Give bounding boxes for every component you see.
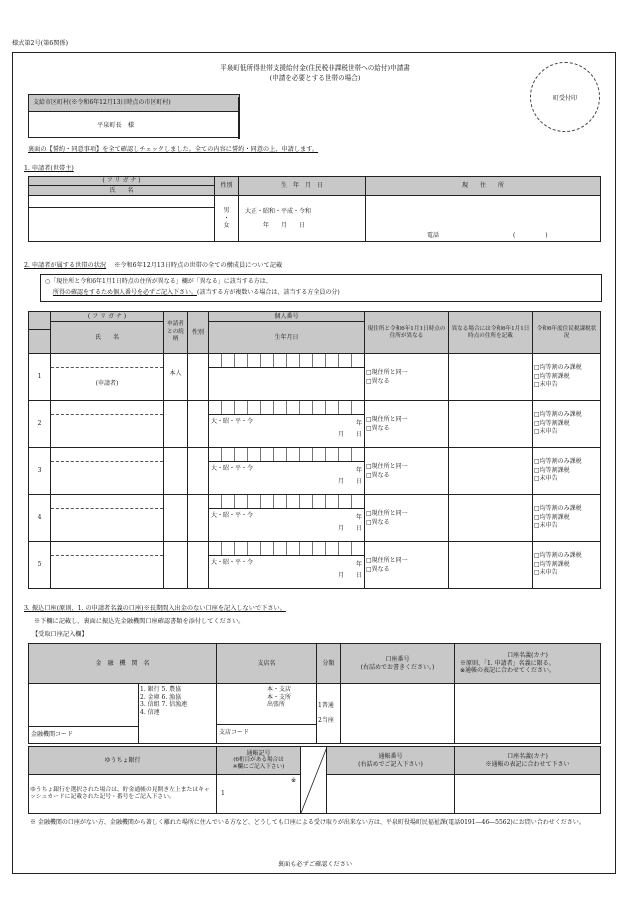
section1-heading: 1. 申請者(世帯主) xyxy=(24,165,74,172)
household-row-number: 2 xyxy=(29,401,51,448)
yucho-holder-header xyxy=(455,747,601,775)
account-number-field[interactable] xyxy=(341,684,455,744)
branch-type-options: 本・支店 本・支所 出張所 xyxy=(267,686,292,708)
addr-same-checkbox[interactable]: □現住所と同一 xyxy=(366,556,408,564)
addr-diff-checkbox[interactable]: □異なる xyxy=(366,519,390,526)
household-relation-field[interactable] xyxy=(164,401,188,448)
applicant-phone-label: 電話 xyxy=(427,231,440,239)
yucho-slash-cell xyxy=(301,747,327,814)
household-rows-table xyxy=(28,353,601,589)
addr-diff-checkbox[interactable]: □異なる xyxy=(366,566,390,573)
household-table xyxy=(28,311,601,354)
yucho-symbol-one: 1 xyxy=(221,790,225,798)
tax-status-checkbox[interactable]: □均等割課税 xyxy=(534,513,570,521)
yucho-table xyxy=(28,746,601,814)
holder-header xyxy=(455,644,601,684)
yucho-symbol-title: 通帳記号 xyxy=(246,749,271,757)
reception-stamp-label: 町受付印 xyxy=(552,95,577,102)
household-era-options: 大・昭・平・令 xyxy=(211,418,254,425)
account-type-options[interactable]: 1普通 2当座 xyxy=(317,684,341,744)
household-addr-diff-field[interactable] xyxy=(449,495,533,542)
form-title: 平泉町低所得世帯支援給付金(住民税非課税世帯への給付)申請書 xyxy=(220,64,410,72)
section3-note: ※下欄に記載し、裏面に振込先金融機関口座確認書類を添付してください。 xyxy=(34,618,245,625)
household-relation-field[interactable] xyxy=(164,448,188,495)
mynumber-digit-boxes xyxy=(209,542,364,556)
form-number: 様式第2号(第6関係) xyxy=(12,40,69,47)
yucho-symbol-header xyxy=(217,747,301,775)
household-birth-field[interactable] xyxy=(209,401,365,448)
tax-status-checkbox[interactable]: □未申告 xyxy=(534,522,558,530)
section3-heading: 3. 振込口座(原則、1. の申請者名義の口座)※長期間入出金のない口座を記入しないで下さい。 xyxy=(24,605,286,612)
household-addr-same-field[interactable] xyxy=(365,401,449,448)
tax-status-checkbox[interactable]: □均等割のみ課税 xyxy=(534,457,582,465)
tax-status-checkbox[interactable]: □均等割課税 xyxy=(534,419,570,427)
tax-status-checkbox[interactable]: □均等割課税 xyxy=(534,560,570,568)
household-addr-same-field[interactable] xyxy=(365,448,449,495)
yucho-number-header xyxy=(327,747,455,775)
bank-table xyxy=(28,643,601,744)
tax-status-checkbox[interactable]: □均等割のみ課税 xyxy=(534,551,582,559)
applicant-era-options: 大正・昭和・平成・令和 xyxy=(245,208,312,215)
household-name-field[interactable] xyxy=(51,448,164,495)
yucho-number-note: (右詰めでご記入下さい) xyxy=(358,760,423,768)
addr-diff-checkbox[interactable]: □異なる xyxy=(366,425,390,432)
household-birth-field[interactable] xyxy=(209,448,365,495)
household-tax-field[interactable] xyxy=(533,542,601,589)
yucho-number-field[interactable] xyxy=(327,775,455,814)
household-mynumber-header: 個人番号 xyxy=(209,312,365,322)
yucho-slash xyxy=(301,747,327,813)
applicant-sex-header: 性別 xyxy=(215,177,239,196)
household-addr-same-header: 現住所と令和6年1月1日時点の住所が異なる xyxy=(365,312,449,354)
tax-status-checkbox[interactable]: □未申告 xyxy=(534,475,558,483)
applicant-name-header: 氏 名 xyxy=(29,186,215,196)
addr-diff-checkbox[interactable]: □異なる xyxy=(366,472,390,479)
household-addr-same-field[interactable] xyxy=(365,495,449,542)
household-addr-diff-field[interactable] xyxy=(449,401,533,448)
household-name-field[interactable] xyxy=(51,354,164,401)
yucho-header: ゆうちょ銀行 xyxy=(29,747,217,775)
household-addr-diff-field[interactable] xyxy=(449,542,533,589)
household-birth-field[interactable] xyxy=(209,495,365,542)
municipality-box xyxy=(28,94,240,138)
applicant-name-field[interactable] xyxy=(29,208,215,242)
household-name-value: (申請者) xyxy=(95,380,119,387)
household-birth-field[interactable] xyxy=(209,542,365,589)
holder-note: ※原則、「1. 申請者」名義に限る。 ※通帳の表記に合わせてください。 xyxy=(460,659,556,675)
applicant-furigana-field[interactable] xyxy=(29,196,215,208)
household-row xyxy=(29,542,601,589)
bank-name-field[interactable] xyxy=(29,684,139,744)
household-tax-header: 令和6年度住民税課税状況 xyxy=(533,312,601,354)
municipality-recipient: 平泉町長 様 xyxy=(97,122,135,129)
addr-same-checkbox[interactable]: □現住所と同一 xyxy=(366,509,408,517)
household-addr-diff-field[interactable] xyxy=(449,448,533,495)
household-era-options: 大・昭・平・令 xyxy=(211,512,254,519)
household-row-number: 3 xyxy=(29,448,51,495)
applicant-birth-field[interactable] xyxy=(239,196,366,242)
household-row-number: 1 xyxy=(29,354,51,401)
household-date-units: 年 月 日 xyxy=(337,420,362,439)
account-number-note: (右詰めでお書きください。) xyxy=(360,663,435,671)
household-addr-diff-header: 異なる場合には令和6年1月1日時点の住所を記載 xyxy=(449,312,533,354)
household-name-header: 氏 名 xyxy=(51,322,164,354)
yucho-number-title: 通帳番号 xyxy=(378,753,403,761)
applicant-address-field[interactable] xyxy=(366,196,601,242)
municipality-box-header: 支給市区町村(※令和6年12月13日時点の市区町村) xyxy=(29,95,239,112)
holder-title: 口座名義(カナ) xyxy=(507,652,548,660)
applicant-furigana-header: ( フ リ ガ ナ ) xyxy=(29,177,215,186)
bank-name-header: 金 融 機 関 名 xyxy=(29,644,217,684)
household-date-units: 年 月 日 xyxy=(337,561,362,580)
account-number-header xyxy=(341,644,455,684)
household-name-field[interactable] xyxy=(51,401,164,448)
tax-status-checkbox[interactable]: □均等割のみ課税 xyxy=(534,363,582,371)
tax-status-checkbox[interactable]: □未申告 xyxy=(534,428,558,436)
notice-line-2-tail: (該当する方が複数いる場合は、該当する方全員の分) xyxy=(197,289,340,296)
branch-header: 支店名 xyxy=(217,644,317,684)
holder-field[interactable] xyxy=(455,684,601,744)
household-sex-header: 性別 xyxy=(188,312,209,354)
household-name-field[interactable] xyxy=(51,542,164,589)
notice-line-2: 所得の確認をするため個人番号を必ずご記入下さい。 xyxy=(53,289,198,296)
household-furigana-header: ( フ リ ガ ナ ) xyxy=(51,312,164,322)
household-birth-field[interactable] xyxy=(209,354,365,401)
mynumber-digit-boxes xyxy=(209,495,364,509)
household-sex-field[interactable] xyxy=(188,542,209,589)
yucho-description: ゆうちょ銀行を選択された場合は、貯金通帳の見開き左上またはキャッシュカードに記載された記号・番号をご記入下さい。 xyxy=(29,775,217,814)
bank-code-label: 金融機関コード xyxy=(29,726,138,743)
branch-code-label: 支店コード xyxy=(217,724,316,740)
account-number-title: 口座番号 xyxy=(385,656,410,663)
household-date-units: 年 月 日 xyxy=(337,514,362,533)
household-addr-same-field[interactable] xyxy=(365,542,449,589)
mynumber-digit-boxes xyxy=(209,354,364,368)
applicant-address-header: 現 住 所 xyxy=(366,177,601,196)
form-subtitle: (申請を必要とする世帯の場合) xyxy=(269,74,361,82)
pledge-text: 裏面の【誓約・同意事項】を全て確認しチェックしました。全ての内容に誓約・同意の上、申請します。 xyxy=(28,146,319,153)
addr-same-checkbox[interactable]: □現住所と同一 xyxy=(366,415,408,423)
bank-type-options[interactable]: 1. 銀行 5. 農協 2. 金庫 6. 漁協 3. 信組 7. 信漁連 4. 信連 xyxy=(139,684,217,744)
addr-same-checkbox[interactable]: □現住所と同一 xyxy=(366,368,408,376)
household-row xyxy=(29,448,601,495)
household-sex-field[interactable] xyxy=(188,354,209,401)
applicant-table xyxy=(28,176,601,242)
account-type-header: 分類 xyxy=(317,644,341,684)
household-relation-field[interactable] xyxy=(164,495,188,542)
yucho-symbol-mark: ※ xyxy=(290,777,296,785)
applicant-sex-field[interactable]: 男 ・ 女 xyxy=(215,196,239,242)
household-row-number: 5 xyxy=(29,542,51,589)
household-date-units: 年 月 日 xyxy=(337,467,362,486)
household-tax-field[interactable] xyxy=(533,495,601,542)
household-tax-field[interactable] xyxy=(533,354,601,401)
applicant-date-units: 年 月 日 xyxy=(263,221,306,229)
mynumber-digit-boxes xyxy=(209,448,364,462)
tax-status-checkbox[interactable]: □均等割課税 xyxy=(534,372,570,380)
household-row xyxy=(29,401,601,448)
yucho-holder-field[interactable] xyxy=(455,775,601,814)
section2-heading: 2. 申請者が属する世帯の状況 xyxy=(24,262,107,269)
household-addr-same-field[interactable] xyxy=(365,354,449,401)
household-tax-field[interactable] xyxy=(533,401,601,448)
household-relation-header: 申請者との続柄 xyxy=(164,312,188,354)
household-sex-field[interactable] xyxy=(188,495,209,542)
household-birth-header: 生年月日 xyxy=(209,322,365,354)
applicant-birth-header: 生 年 月 日 xyxy=(239,177,366,196)
household-era-options: 大・昭・平・令 xyxy=(211,465,254,472)
tax-status-checkbox[interactable]: □均等割のみ課税 xyxy=(534,504,582,512)
tax-status-checkbox[interactable]: □均等割課税 xyxy=(534,466,570,474)
yucho-symbol-field[interactable] xyxy=(217,775,301,814)
household-row xyxy=(29,495,601,542)
yucho-symbol-note: (6桁目がある場合は ※欄にご記入下さい) xyxy=(232,757,285,771)
tax-status-checkbox[interactable]: □未申告 xyxy=(534,569,558,577)
tax-status-checkbox[interactable]: □均等割のみ課税 xyxy=(534,410,582,418)
yucho-holder-title: 口座名義(カナ) xyxy=(507,753,548,761)
reception-stamp-circle xyxy=(530,62,600,132)
addr-diff-checkbox[interactable]: □異なる xyxy=(366,378,390,385)
section2-heading-wrap xyxy=(24,262,282,270)
footer-note: 裏面も必ずご確認ください xyxy=(277,861,353,868)
section3-subheading: 【受取口座記入欄】 xyxy=(32,631,88,638)
tax-status-checkbox[interactable]: □未申告 xyxy=(534,381,558,389)
addr-same-checkbox[interactable]: □現住所と同一 xyxy=(366,462,408,470)
household-row-number: 4 xyxy=(29,495,51,542)
household-name-field[interactable] xyxy=(51,495,164,542)
mynumber-digit-boxes xyxy=(209,401,364,415)
household-row xyxy=(29,354,601,401)
notice-line-1: ○「現住所と令和6年1月1日時点の住所が異なる」欄が「異なる」に該当する方は、 xyxy=(45,278,272,285)
branch-field[interactable] xyxy=(217,684,317,744)
household-addr-diff-field[interactable] xyxy=(449,354,533,401)
household-relation-field[interactable]: 本人 xyxy=(164,354,188,401)
household-era-options: 大・昭・平・令 xyxy=(211,559,254,566)
municipality-box-shadow-line xyxy=(238,97,240,139)
section2-heading-note: ※令和6年12月13日時点の世帯の全ての構成員について記載 xyxy=(114,262,283,269)
household-sex-field[interactable] xyxy=(188,448,209,495)
household-tax-field[interactable] xyxy=(533,448,601,495)
section2-notice-box xyxy=(40,274,602,302)
yucho-holder-note: ※通帳の表記に合わせて下さい xyxy=(485,760,570,768)
applicant-phone-field[interactable]: ( ) xyxy=(512,231,548,239)
footnote: ※ 金融機関の口座がない方、金融機関から著しく離れた場所に住んでいる方など、どうしても口座による受け取りが出来ない方は、平泉町役場町民福祉課(電話0191―46―5562)にお問い合わせください。 xyxy=(30,819,585,826)
household-relation-field[interactable] xyxy=(164,542,188,589)
household-sex-field[interactable] xyxy=(188,401,209,448)
